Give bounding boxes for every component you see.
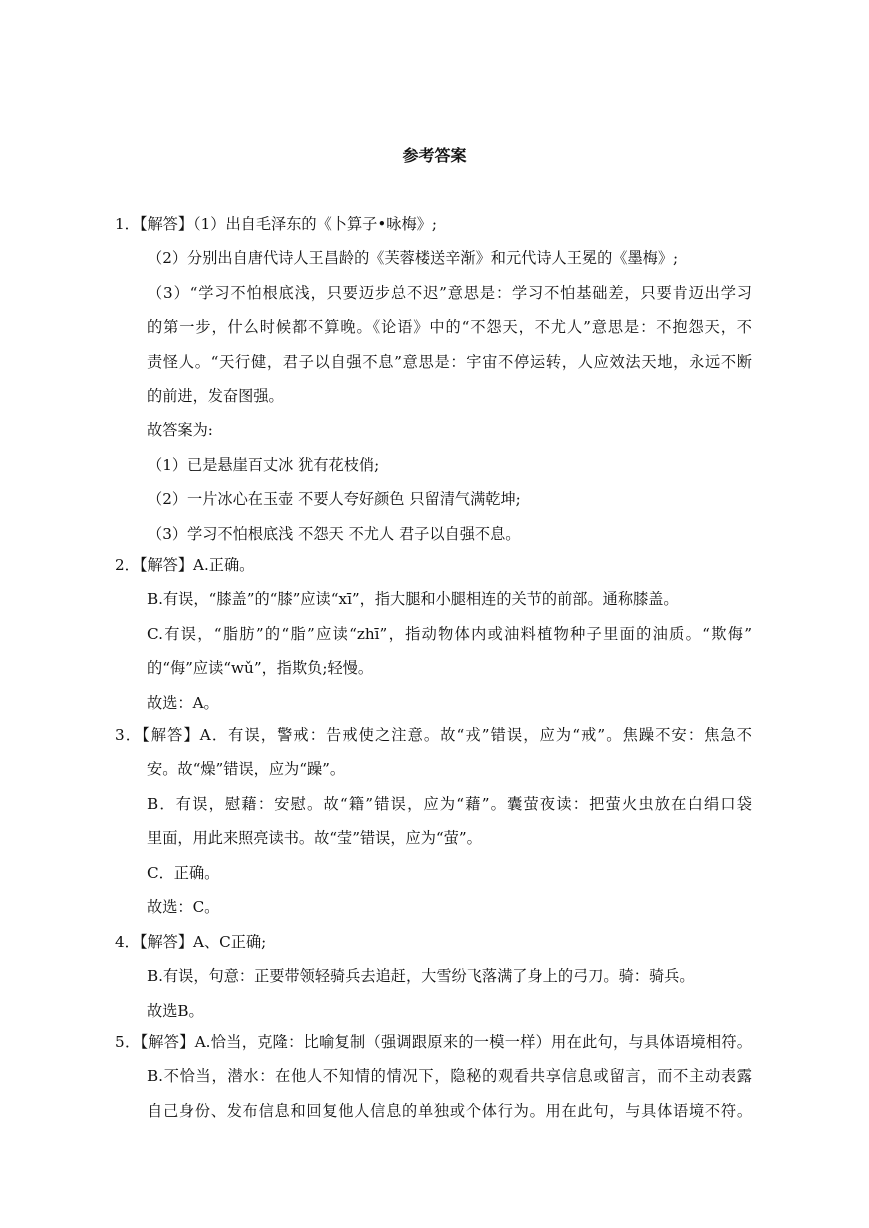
answer-line: B．有误，慰藉：安慰。故“籍”错误，应为“藉”。囊萤夜读：把萤火虫放在白绢口袋 <box>147 794 752 813</box>
answer-line: 故选：C。 <box>147 897 220 916</box>
answer-line: （1）已是悬崖百丈冰 犹有花枝俏; <box>147 455 380 474</box>
answer-line: 的第一步，什么时候都不算晚。《论语》中的“不怨天，不尤人”意思是：不抱怨天，不 <box>147 318 752 337</box>
answer-line: C．正确。 <box>147 863 220 882</box>
answer-line: 2．【解答】A.正确。 <box>115 556 255 574</box>
answer-number: 2． <box>115 556 140 574</box>
answer-3 <box>115 718 752 924</box>
answer-line: （3）“学习不怕根底浅，只要迈步总不迟”意思是：学习不怕基础差，只要肯迈出学习 <box>147 283 752 302</box>
answer-line: 自己身份、发布信息和回复他人信息的单独或个体行为。用在此句，与具体语境不符。 <box>147 1101 752 1120</box>
answer-number: 4． <box>115 933 140 951</box>
answer-line: 里面，用此来照亮读书。故“莹”错误，应为“萤”。 <box>147 829 482 848</box>
answer-5 <box>115 1025 752 1128</box>
answer-line: 3．【解答】A．有误，警戒：告戒使之注意。故“戎”错误，应为“戒”。焦躁不安：焦急不 <box>115 726 752 744</box>
answer-line: （3）学习不怕根底浅 不怨天 不尤人 君子以自强不息。 <box>147 524 521 543</box>
answer-number: 5． <box>115 1033 141 1051</box>
answer-line: C.有误，“脂肪”的“脂”应读“zhī”，指动物体内或油料植物种子里面的油质。“欺侮” <box>147 624 752 643</box>
answer-line: 责怪人。“天行健，君子以自强不息”意思是：宇宙不停运转，人应效法天地，永远不断 <box>147 352 752 371</box>
answer-number: 3． <box>115 726 143 744</box>
answer-line: 故选：A。 <box>147 693 219 712</box>
answer-4 <box>115 925 752 1028</box>
answer-line: 5．【解答】A.恰当，克隆：比喻复制（强调跟原来的一模一样）用在此句，与具体语境相符。 <box>115 1033 752 1051</box>
page-title: 参考答案 <box>402 146 467 165</box>
answer-line: 1．【解答】（1）出自毛泽东的《卜算子•咏梅》; <box>115 215 437 233</box>
answer-line: B.不恰当，潜水：在他人不知情的情况下，隐秘的观看共享信息或留言，而不主动表露 <box>147 1067 752 1086</box>
answer-line: （2）一片冰心在玉壶 不要人夸好颜色 只留清气满乾坤; <box>147 490 521 509</box>
answer-line: B.有误，句意：正要带领轻骑兵去追赶，大雪纷飞落满了身上的弓刀。骑：骑兵。 <box>147 967 695 986</box>
answer-line: B.有误，“膝盖”的“膝”应读“xī”，指大腿和小腿相连的关节的前部。通称膝盖。 <box>147 590 679 609</box>
answer-line: 的前进，发奋图强。 <box>147 386 284 405</box>
answer-number: 1． <box>115 215 140 233</box>
answer-line: 故答案为: <box>147 421 213 440</box>
answer-2 <box>115 548 752 720</box>
answer-1 <box>115 207 752 551</box>
answer-line: 安。故“燥”错误，应为“躁”。 <box>147 760 346 779</box>
answer-line: 故选B。 <box>147 1001 204 1020</box>
answer-line: （2）分别出自唐代诗人王昌龄的《芙蓉楼送辛渐》和元代诗人王冕的《墨梅》; <box>147 249 679 268</box>
answer-line: 的“侮”应读“wǔ”，指欺负;轻慢。 <box>147 659 374 678</box>
answer-line: 4．【解答】A、C正确; <box>115 933 267 951</box>
